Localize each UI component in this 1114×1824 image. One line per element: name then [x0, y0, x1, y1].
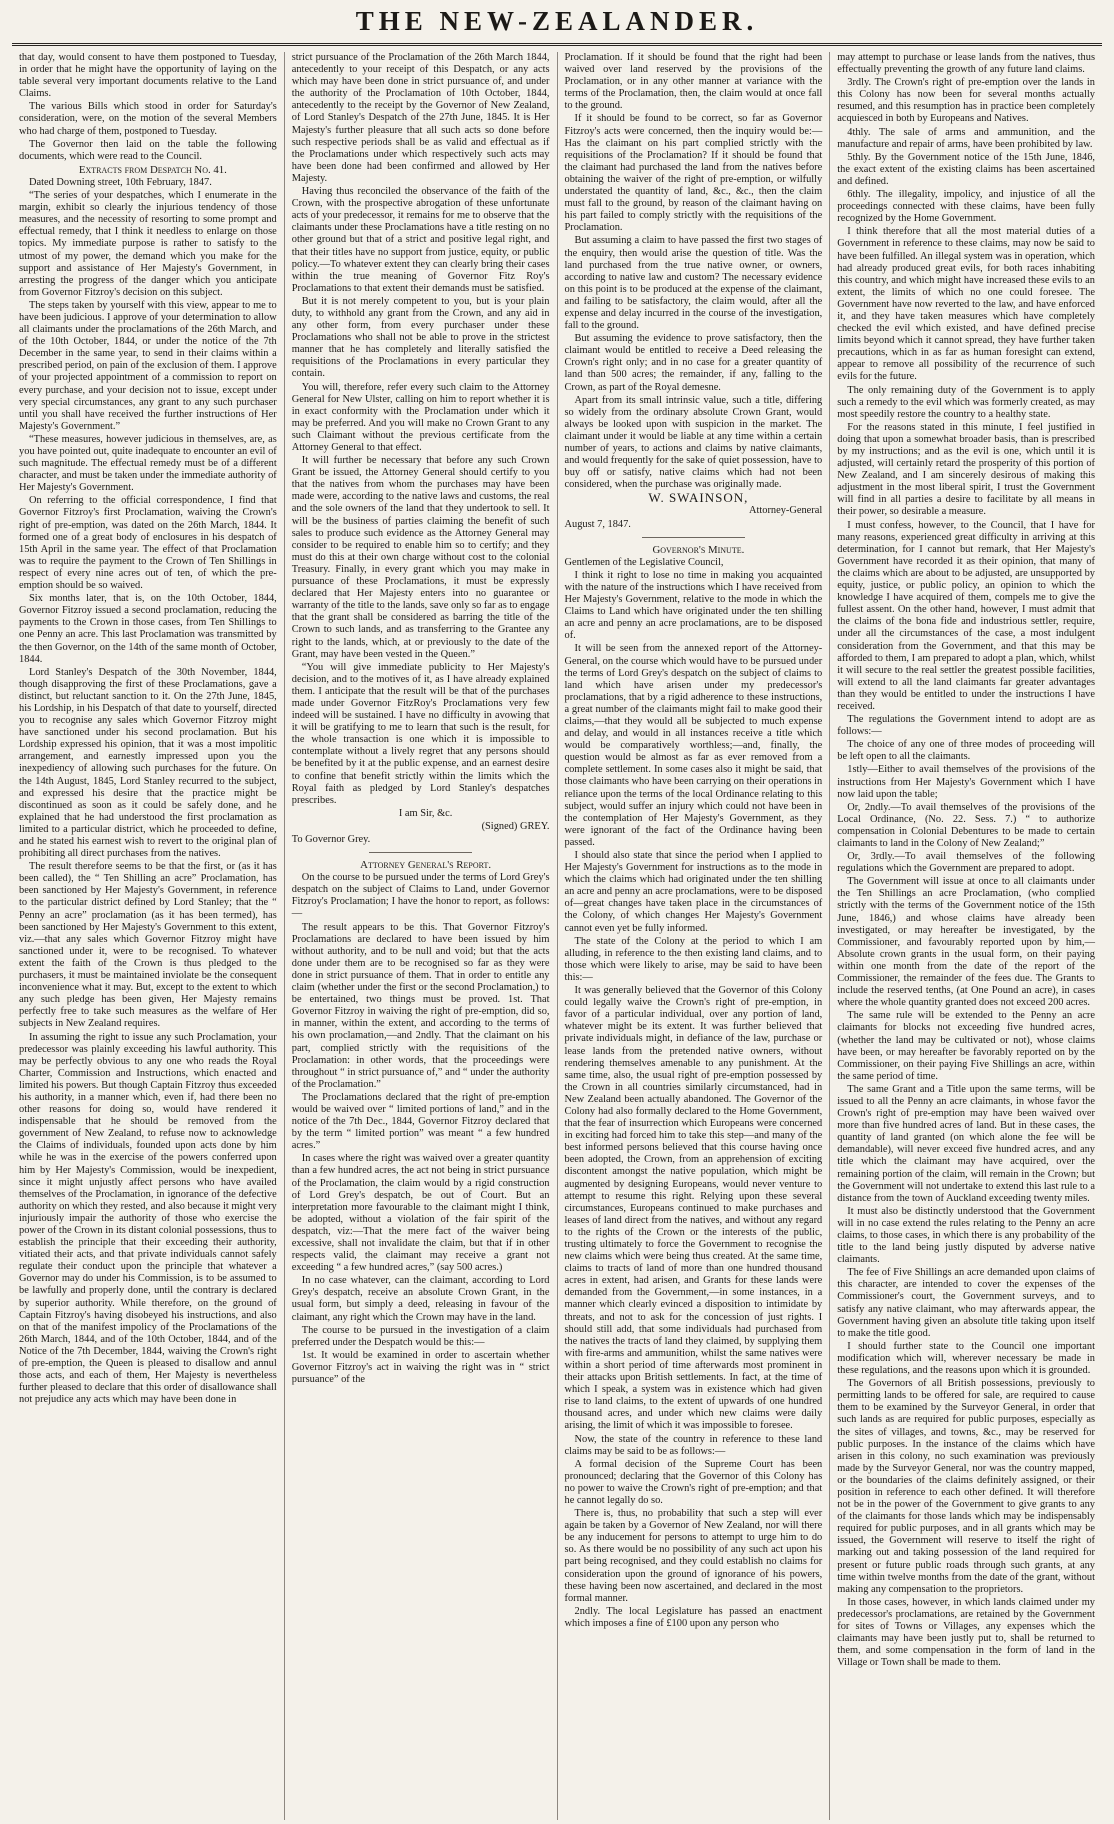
paragraph: But assuming the evidence to prove satisfactory, then the claimant would be entitled to receive a Deed releasing the Crown's right only; and in no case for a greater quantity of land than 500 acres; the remainder, if any, falling to the Crown, as part of the Royal demesne. — [564, 333, 823, 393]
salutation: Gentlemen of the Legislative Council, — [564, 556, 724, 568]
paragraph: For the reasons stated in this minute, I feel justified in doing that upon a somewhat broader basis, than is prescribed by my instructions; and as the evil is one, which until it is adjusted, will certainly retard the prosperity of this portion of New Zealand, and I am sincerely desirous of making this adjustment in the most liberal spirit, I trust the Government will find in all parties a desire to facilitate by all means in their power, so desirable a measure. — [837, 421, 1095, 518]
paragraph: It was generally believed that the Governor of this Colony could legally waive the Crown's right of pre-emption, in favor of a particular individual, over any portion of land, whatever might be its extent. It was further believed that private individuals might, in defiance of the law, purchase or lease lands from the pretended native owners, without rendering themselves amenable to any punishment. At the same time, also, the usual right of pre-emption possessed by the Crown in all countries similarly circumstanced, had in New Zealand been actually abandoned. The Governor of the Colony had also formally declared to the Home Government, that the fear of insurrection which Europeans were concerned in exciting had forced him to take this step—and many of the best informed persons believed that this course having once been adopted, the Crown, from an apprehension of exciting discontent amongst the native population, which might be augmented by designing Europeans, would never venture to attempt to resume this right. Relying upon these several circumstances, Europeans continued to make purchases and leases of land direct from the natives, and without any regard to the rights of the Crown or the interests of the public, trusting ultimately to force the Government to recognise the new claims which were being thus created. At the same time, claims to tracts of land of more than one hundred thousand acres in extent, had arisen, and Grants for these lands were demanded from the Government,—in some instances, in a manner which clearly evinced a disposition to intimidate by threats, and not to ask for the concession of just rights. I should still add, that some individuals had purchased from the natives the tracts of land they claimed, by supplying them with fire-arms and ammunition, whilst the same natives were within a short period of time afterwards most prominent in their attacks upon British settlements. In fact, at the time of which I speak, a system was in existence which had given rise to land claims, to the extent of upwards of one hundred thousand acres, and under which new claims were daily arising, the limit of which it was impossible to foresee. — [564, 985, 823, 1432]
paragraph: There is, thus, no probability that such a step will ever again be taken by a Governor of New Zealand, nor will there be any inducement for persons to attempt to urge him to do so. As there would be no possibility of any such act upon his part being recognised, and they could establish no claims for consideration upon the ground of ignorance of his powers, these having been now ascertained, and declared in the most formal manner. — [564, 1508, 823, 1604]
column-2 — [285, 52, 558, 1820]
divider — [369, 852, 472, 853]
extract-heading: Extracts from Despatch No. 41. — [78, 163, 227, 176]
paragraph: A formal decision of the Supreme Court has been pronounced; declaring that the Governor of this Colony has no power to waive the Crown's right of pre-emption; and that he cannot legally do so. — [564, 1458, 823, 1506]
letter-recipient: To Governor Grey. — [291, 834, 371, 845]
paragraph: The regulations the Government intend to adopt are as follows:— — [837, 714, 1095, 738]
paragraph: The state of the Colony at the period to which I am alluding, in reference to the then existing land claims, and to those which were likely to arise, may be said to have been this:— — [564, 935, 823, 983]
paragraph: Apart from its small intrinsic value, such a title, differing so widely from the ordinary absolute Crown Grant, would always be looked upon with suspicion in the market. The claimant under it would be liable at any time within a certain number of years, to actions and claims by native claimants, and would frequently for the sake of quiet possession, have to buy off or satisfy, native claims which had not been considered, when the purchase was originally made. — [564, 394, 823, 491]
paragraph: Six months later, that is, on the 10th October, 1844, Governor Fitzroy issued a second proclamation, reducing the payments to the Crown in those cases, from Ten Shillings to one Penny an acre. This last Proclamation was transmitted by the then Governor, on the 14th of the same month of October, 1844. — [19, 593, 277, 665]
paragraph: “You will give immediate publicity to Her Majesty's decision, and to the motives of it, as I have already explained them. I anticipate that the result will be that of the purchases made under Governor FitzRoy's Proclamations very few indeed will be sustained. I have no difficulty in avowing that it will be gratifying to me to learn that such is the result, for the whole transaction is one which it is impossible to contemplate without a lively regret that any persons should be benefited by it at the public expense, and an earnest desire to confine that benefit strictly within the limits which the Royal faith as pledged by Lord Stanley's despatches prescribes. — [291, 661, 550, 806]
paragraph: 4thly. The sale of arms and ammunition, and the manufacture and repair of arms, have been prohibited by law. — [837, 126, 1095, 150]
paragraph: In cases where the right was waived over a greater quantity than a few hundred acres, the act not being in strict pursuance of the Proclamation, the claim would by a rigid construction of Lord Grey's despatch, be out of Court. But an interpretation more favourable to the claimant might I think, be adopted, without a violation of the fair spirit of the despatch, viz:—That the mere fact of the waiver being excessive, shall not invalidate the claim, but that if in other respects valid, the claimant may receive a grant not exceeding “ a few hundred acres,” (say 500 acres.) — [291, 1153, 550, 1274]
paragraph: Having thus reconciled the observance of the faith of the Crown, with the prospective abrogation of these unfortunate acts of your predecessor, it remains for me to observe that the claimants under these Proclamations have a title resting on no other ground but that of a strict and positive legal right, and that their titles have no support from justice, equity, or public policy.—To whatever extent they can clearly bring their cases within the true meaning of Governor Fitz Roy's Proclamations to that extent their demands must be satisfied. — [291, 186, 550, 294]
paragraph: The choice of any one of three modes of proceeding will be left open to all the claimants. — [837, 739, 1095, 763]
paragraph: But it is not merely competent to you, but is your plain duty, to withhold any grant from the Crown, and any aid in any other form, from every purchaser under these Proclamations who shall not be able to prove in the strictest manner that he has completely and literally satisfied the requisitions of the Proclamations in every particular they contain. — [291, 295, 550, 380]
paragraph: The course to be pursued in the investigation of a claim preferred under the Despatch would be this:— — [291, 1324, 550, 1348]
paragraph: It will be seen from the annexed report of the Attorney-General, on the course which would have to be pursued under the terms of Lord Grey's despatch on the subject of claims to land which have arisen under my predecessor's proclamations, that by a rigid adherence to these instructions, a great number of the claimants might fail to make good their claims,—that they would all be subjected to much expense and delay, and would in all instances receive a title which would be comparatively worthless;—and, finally, the question would be almost as far as ever removed from a complete settlement. In some cases also it might be said, that those claimants who have been carrying on their operations in reliance upon the terms of the local Ordinance relating to this subject, would suffer an injury which could not have been in the contemplation of Her Majesty's Government, as they were ignorant of the fact of the Ordinance having been passed. — [564, 643, 823, 848]
paragraph: strict pursuance of the Proclamation of the 26th March 1844, antecedently to your receipt of this Despatch, or any acts which may have been done in strict pursuance of, and under the authority of the Proclamation of 10th October, 1844, antecedently to the receipt by the Governor of New Zealand, of Lord Stanley's Despatch of the 27th June, 1845. It is Her Majesty's further pleasure that all such acts so done before such respective periods shall be as valid and effectual as if the Proclamations under which respectively such acts may have been done had been confirmed and allowed by Her Majesty. — [291, 52, 550, 184]
report-signature: W. SWAINSON, — [648, 490, 749, 506]
paragraph: In no case whatever, can the claimant, according to Lord Grey's despatch, receive an absolute Crown Grant, in the usual form, but simply a deed, releasing in favour of the claimant, any right which the Crown may have in the land. — [291, 1275, 550, 1323]
column-1 — [12, 52, 285, 1820]
paragraph: But assuming a claim to have passed the first two stages of the enquiry, then would arise the question of title. Was the land purchased from the true native owner, or owners, according to native law and custom? The necessary evidence on this point is to be produced at the expense of the claimant, and failing to be satisfactory, the claim would, after all the expense and delay incurred in the course of the investigation, fall to the ground. — [564, 235, 823, 332]
paragraph: It must also be distinctly understood that the Government will in no case extend the rules relating to the Penny an acre claims, to those cases, in which there is any probability of the title to the land being justly disputed by adverse native claimants. — [837, 1205, 1095, 1266]
paragraph: The Governors of all British possessions, previously to permitting lands to be offered for sale, are required to cause them to be examined by the Surveyor General, in order that such lands as are required for public purposes, especially as the sites of villages, and towns, &c., may be reserved for public purposes. In the instance of the claims which have arisen in this colony, no such examination was previously made by the Surveyor General, nor was the country mapped, or the boundaries of the claims definitely assigned, or their position in reference to each other defined. It will therefore not be in the power of the Government to give grants to any of the claimants for those lands which may be indispensably required for public purposes, and in all grants which may be issued, the Government will reserve to itself the right of marking out and taking possession of the land required for present or future public roads through such grants, at any time within twelve months from the date of the grant, without making any compensation to the proprietors. — [837, 1378, 1095, 1595]
paragraph: If it should be found to be correct, so far as Governor Fitzroy's acts were concerned, then the inquiry would be:—Has the claimant on his part complied strictly with the requisitions of the Proclamation? If it should be found that the claimant had purchased the land from the natives before obtaining the waiver of the right of pre-emption, or wilfully understated the quantity of land, &c., &c., then the claim must fall to the ground, by reason of the claimant having on his part failed to comply strictly with the requisitions of the Proclamation. — [564, 113, 823, 234]
letter-closing: I am Sir, &c. — [398, 807, 453, 819]
paragraph: The same Grant and a Title upon the same terms, will be issued to all the Penny an acre claimants, in whose favor the Crown's right of pre-emption may have been waived over more than five hundred acres of land. But in these cases, the quantity of land granted (on which alone the fee will be demandable), will never exceed five hundred acres, and any title which the claimant may have acquired, over the remaining portion of the claim, will remain in the Crown; but the Government will not undertake to extend this last rule to a distance from the town of Auckland exceeding twenty miles. — [837, 1083, 1095, 1204]
paragraph: On the course to be pursued under the terms of Lord Grey's despatch on the subject of Claims to Land, under Governor Fitzroy's Proclamation; I have the honor to report, as follows:— — [291, 872, 550, 920]
paragraph: The Proclamations declared that the right of pre-emption would be waived over “ limited portions of land,” and in the notice of the 7th Dec., 1844, Governor Fitzroy declared that by the term “ limited portion” was meant “ a few hundred acres.” — [291, 1091, 550, 1152]
paragraph: I should further state to the Council one important modification which will, wherever necessary be made in these regulations, and the reasons upon which it is grounded. — [837, 1340, 1095, 1377]
paragraph: I think it right to lose no time in making you acquainted with the nature of the instructions which I have received from Her Majesty's Government, relative to the mode in which the Claims to Land which have originated under the ten shilling an acre and penny an acre proclamations, are to be disposed of. — [564, 569, 823, 642]
divider — [642, 537, 745, 538]
column-4 — [830, 52, 1102, 1820]
paragraph: Or, 2ndly.—To avail themselves of the provisions of the Local Ordinance, (No. 22. Sess. 7.) “ to authorize compensation in Colonial Debentures to be made to certain claimants to land in the Colony of New Zealand;” — [837, 801, 1095, 849]
paragraph: In those cases, however, in which lands claimed under my predecessor's proclamations, are retained by the Government for sites of Towns or Villages, any expenses which the claimants may have been justly put to, shall be returned to them, and some compensation in the form of land in the Village or Town shall be made to them. — [837, 1596, 1095, 1669]
paragraph: The result therefore seems to be that the first, or (as it has been called), the “ Ten Shilling an acre” Proclamation, has been sanctioned by Her Majesty's Government, in reference to the particular district defined by Lord Stanley; that the “ Penny an acre” proclamation (as it has been termed), has been sanctioned by Her Majesty's Government to this extent, viz.—that any sales which Governor Fitzroy might have sanctioned under it, were to be recognised. To whatever extent the faith of the Crown is thus pledged to the purchasers, it must be maintained inviolate be the consequent inconvenience what it may. But, except to the extent to which any such pledge has been given, Her Majesty remains perfectly free to take such measures as the welfare of Her subjects in New Zealand requires. — [19, 861, 277, 1030]
paragraph: The result appears to be this. That Governor Fitzroy's Proclamations are declared to have been issued by him without authority, and to be null and void; but that the acts done under them are to be recognised so far as they were done in strict pursuance of them. That in order to entitle any claim (whether under the first or the second Proclamation,) to be entertained, two things must be proved. 1st. That Governor Fitzroy in waiving the right of pre-emption, did so, in manner, within the extent, and according to the terms of his own proclamation,—and 2ndly. That the claimant on his part, complied strictly with the requisitions of the Proclamation: in other words, that the proceedings were throughout “ in strict pursuance of,” and “ under the authority of the Proclamation.” — [291, 921, 550, 1090]
column-3 — [558, 52, 831, 1820]
paragraph: “These measures, however judicious in themselves, are, as you have pointed out, quite inadequate to encounter an evil of such magnitude. The effectual remedy must be of a different character, and must be taken under the immediate authority of Her Majesty's Government. — [19, 433, 277, 494]
paragraph: may attempt to purchase or lease lands from the natives, thus effectually preventing the growth of any future land claims. — [837, 52, 1095, 76]
paragraph: It will further be necessary that before any such Crown Grant be issued, the Attorney General should certify to you that the natives from whom the purchases may have been made were, according to the native laws and customs, the real and the sole owners of the land that they undertook to sell. It will be the business of parties claiming the benefit of such sales to produce such evidence as the Attorney General may consider to be required to enable him so to certify; and they must do this at their own charge without cost to the colonial Treasury. Finally, in every grant which you may make in pursuance of these Proclamations, it must be expressly declared that Her Majesty enters into no guarantee or warranty of the title to the lands, save only so far as to engage that the grant shall be considered as barring the title of the Crown to such lands, and as transferring to the Grantee any right to the lands, which, at or previously to the date of the Grant, may have been vested in the Queen.” — [291, 455, 550, 660]
paragraph: 2ndly. The local Legislature has passed an enactment which imposes a fine of £100 upon any person who — [564, 1605, 823, 1629]
article-columns — [12, 52, 1102, 1820]
paragraph: The Governor then laid on the table the following documents, which were read to the Council. — [19, 138, 277, 162]
paragraph: The various Bills which stood in order for Saturday's consideration, were, on the motion of the several Members who had charge of them, postponed to Tuesday. — [19, 101, 277, 137]
paragraph: Or, 3rdly.—To avail themselves of the following regulations which the Government are prepared to adopt. — [837, 851, 1095, 875]
paragraph: 5thly. By the Government notice of the 15th June, 1846, the exact extent of the existing claims has been ascertained and defined. — [837, 151, 1095, 187]
paragraph: Now, the state of the country in reference to these land claims may be said to be as follows:— — [564, 1433, 823, 1457]
paragraph: I should also state that since the period when I applied to Her Majesty's Government for instructions as to the mode in which the claims which had originated under the ten shilling an acre and penny an acre proclamations, were to be disposed of—great changes have taken place in the circumstances of the Colony, of which changes Her Majesty's Government cannot even yet be fully informed. — [564, 850, 823, 934]
paragraph: The fee of Five Shillings an acre demanded upon claims of this character, are intended to cover the expenses of the Commissioner's court, the Government surveys, and to satisfy any native claimant, who may afterwards appear, the Government having given an absolute title taking upon itself to make the title good. — [837, 1267, 1095, 1339]
newspaper-title: THE NEW-ZEALANDER. — [355, 6, 759, 36]
paragraph: You will, therefore, refer every such claim to the Attorney General for New Ulster, calling on him to report whether it is in exact conformity with the Proclamation under which it may be preferred. And you will make no Crown Grant to any such Claimant without the previous certificate from the Attorney General to that effect. — [291, 381, 550, 453]
paragraph: 1st. It would be examined in order to ascertain whether Governor Fitzroy's act in waiving the right was in “ strict pursuance” of the — [291, 1349, 550, 1386]
masthead — [12, 0, 1102, 46]
paragraph: Proclamation. If it should be found that the right had been waived over land reserved by the provisions of the Proclamation, or in any other manner at variance with the terms of the Proclamation, then, the claim would at once fall to the ground. — [564, 52, 823, 112]
paragraph: On referring to the official correspondence, I find that Governor Fitzroy's first Proclamation, waiving the Crown's right of pre-emption, was dated on the 26th March, 1844. It formed one of a great body of enclosures in his despatch of 15th April in the same year. The effect of that Proclamation was to require the payment to the Crown of Ten Shillings in respect of every nine acres out of ten, of which the pre-emption should be so waived. — [19, 495, 277, 592]
letter-signature: (Signed) GREY. — [481, 820, 550, 832]
paragraph: I must confess, however, to the Council, that I have for many reasons, experienced great difficulty in arriving at this determination, for I cannot but remark, that Her Majesty's Government have recorded it as their opinion, that many of the claims which are about to be adjusted, are unsupported by equity, justice, or public policy, an opinion to which the knowledge I have acquired of them, compels me to give the fullest assent. On the other hand, however, I must admit that the claims of the bona fide and industrious settler, require, under all the circumstances of the case, a most indulgent consideration from the Government, and that this may be afforded to them, I am prepared to adopt a plan, which, whilst it will secure to the real settler the greatest possible facilities, will extend to all the land claimants far greater advantages than they would be entitled to under the instructions I have received. — [837, 519, 1095, 712]
paragraph: I think therefore that all the most material duties of a Government in reference to these claims, may now be said to have been fulfilled. An illegal system was in operation, which had already produced great evils, for both races inhabiting this country, and which might have increased these evils to an extent, the limits of which no one could foresee. The Government have now reverted to the law, and have enforced it, and they have taken measures which have completely checked the evil which existed, and have defined precise limits beyond which it cannot spread, they have further taken precautions, which in as far as human foresight can extend, appear to remove all possibility of the recurrence of such evils for the future. — [837, 226, 1095, 383]
paragraph: 1stly—Either to avail themselves of the provisions of the instructions from Her Majesty's Government which I have now laid upon the table; — [837, 764, 1095, 800]
paragraph: “The series of your despatches, which I enumerate in the margin, exhibit so clearly the injurious tendency of those measures, and the necessity of resorting to some prompt and effectual remedy, that I think it needless to enlarge on those topics. My immediate purpose is rather to satisfy to the utmost of my power, the demand which you make for the support and assistance of Her Majesty's Government, in arresting the progress of the danger which you anticipate from Governor Fitzroy's decision on this subject. — [19, 190, 277, 298]
minute-heading: Governor's Minute. — [652, 543, 745, 556]
report-heading: Attorney General's Report. — [360, 859, 492, 872]
paragraph: that day, would consent to have them postponed to Tuesday, in order that he might have the opportunity of laying on the table several very important documents relative to the Land Claims. — [19, 52, 277, 100]
paragraph: The steps taken by yourself with this view, appear to me to have been judicious. I approve of your determination to allow all claimants under the proclamations of the 26th March, and of the 10th October, 1844, or under the notice of the 7th December in the same year, to send in their claims within a prescribed period, on pain of the exclusion of them. I approve of your projected appointment of a commission to report on every purchase, and your decision not to issue, except under very special circumstances, any grant to any such purchaser until you shall have received the further instructions of Her Majesty's Government.” — [19, 299, 277, 432]
paragraph: 6thly. The illegality, impolicy, and injustice of all the proceedings connected with these claims, have been fully recognized by the Home Government. — [837, 189, 1095, 225]
paragraph: The Government will issue at once to all claimants under the Ten Shillings an acre Proclamation, (who complied strictly with the terms of the Government notice of the 15th June, 1846,) and whose claims have already been investigated, or may hereafter be investigated, by the Commissioner, and favourably reported upon by him,—Absolute crown grants in the usual form, on their paying within one month from the date of the report of the Commissioner, the remainder of the fees due. The Grants to include the reserved tenths, (at One Pound an acre), in cases where the whole quantity granted does not exceed 200 acres. — [837, 876, 1095, 1009]
paragraph: Lord Stanley's Despatch of the 30th November, 1844, though disapproving the first of these Proclamations, gave a distinct, but reluctant sanction to it. On the 27th June, 1845, his Lordship, in his Despatch of that date to yourself, directed you to recognise any sales which Governor Fitzroy might have sanctioned under his second proclamation. But his Lordship expressed his opinion, that it was a most impolitic arrangement, and earnestly impressed upon you the inexpediency of allowing such purchases for the future. On the 14th August, 1845, Lord Stanley recurred to the subject, and expressed his desire that the practice might be discontinued as soon as it could be safely done, and he explained that he had understood the first proclamation as limited to a particular district, which he proceeded to define, and he stated his earnest wish to revert to the original plan of prohibiting all direct purchases from the natives. — [19, 666, 277, 860]
paragraph: The only remaining duty of the Government is to apply such a remedy to the evil which was formerly created, as may most speedily restore the country to a healthy state. — [837, 384, 1095, 420]
dateline: Dated Downing street, 10th February, 1847. — [29, 176, 212, 188]
paragraph: 3rdly. The Crown's right of pre-emption over the lands in this Colony has now been for several months actually resumed, and this resumption has in practice been completely acquiesced in both by Europeans and Natives. — [837, 77, 1095, 125]
paragraph: The same rule will be extended to the Penny an acre claimants for blocks not exceeding five hundred acres, (whether the land may be cultivated or not), whose claims have been, or may hereafter be favorably reported on by the Commissioner, on their paying Five Shillings an acre, within the same period of time. — [837, 1010, 1095, 1082]
report-date: August 7, 1847. — [564, 518, 631, 530]
paragraph: In assuming the right to issue any such Proclamation, your predecessor was plainly exceeding his lawful authority. This may be perfectly obvious to any one who reads the Royal Charter, Commission and Instructions, which enacted and limited his powers. But though Captain Fitzroy thus exceeded his authority, in a manner which, even if, had there been no other reasons for doing so, would have rendered it indispensable that he should be removed from the government of New Zealand, to refuse now to acknowledge the Claims of individuals, founded upon acts done by him while he was in the exercise of the powers conferred upon him by Her Majesty's Commission, would be inexpedient, since it might unjustly affect persons who have availed themselves of the Proclamation, in ignorance of the defective authority on which they rested, and also because it might very injuriously impair the authority of those who exercise the power of the Crown in its distant colonial possessions, thus to establish the principle that their exceeding their authority, vitiated their acts, and that private individuals cannot safely regulate their conduct upon the principle that whatever a Governor may do under his Commission, is to be assumed to be lawfully and properly done, until the contrary is declared by superior authority. While therefore, on the ground of Captain Fitzroy's having disobeyed his instructions, and also on that of the manifest impolicy of the Proclamations of the 26th March, 1844, and of the 10th October, 1844, and of the Notice of the 7th December, 1844, waiving the Crown's right of pre-emption, the Queen is pleased to disallow and annul those acts, and each of them, Her Majesty is nevertheless further pleased to declare that this order of disallowance shall not prejudice any acts which may have been done in — [19, 1031, 277, 1406]
report-signatory-title: Attorney-General — [748, 505, 823, 517]
